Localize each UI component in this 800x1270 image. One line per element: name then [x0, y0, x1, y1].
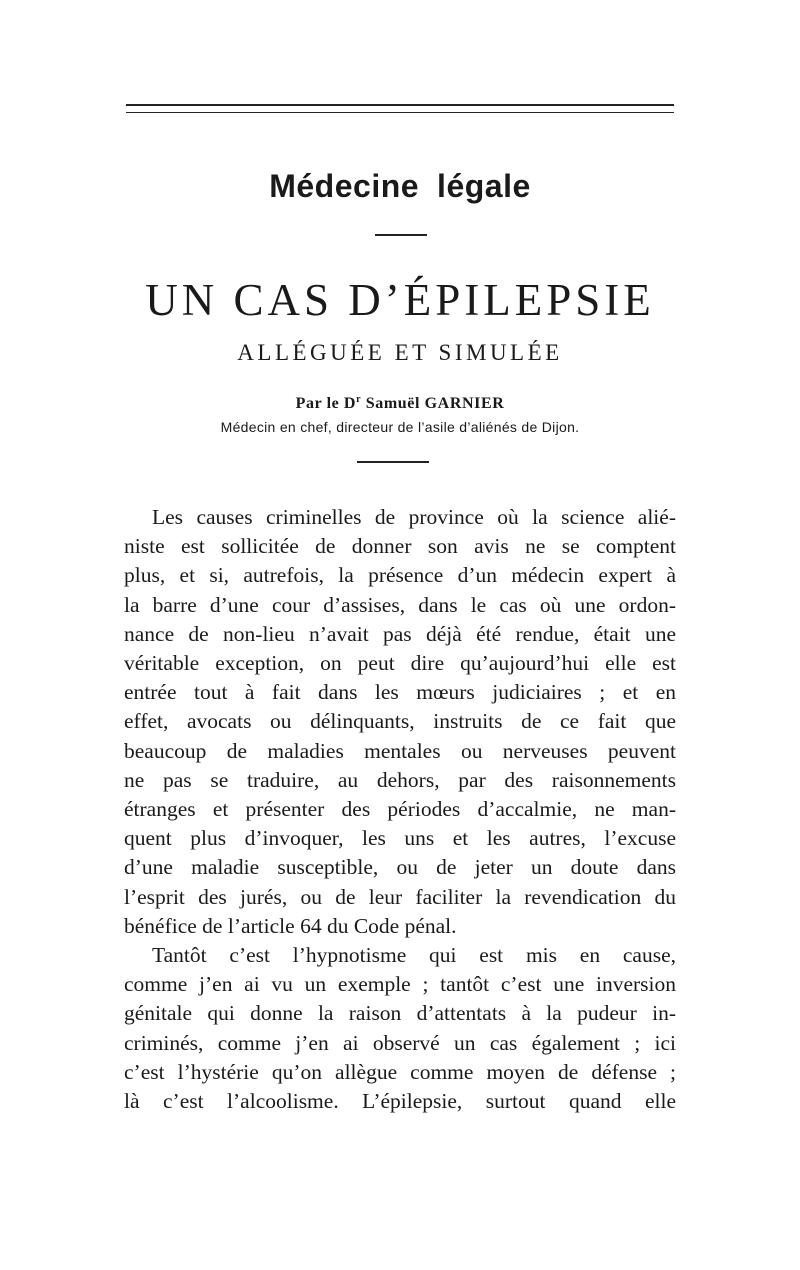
article-subtitle: ALLÉGUÉE ET SIMULÉE: [237, 340, 563, 365]
body-line: bénéfice de l’article 64 du Code pénal.: [124, 913, 457, 938]
body-line: d’une maladie susceptible, ou de jeter un doute dans: [124, 855, 676, 880]
byline-author: Samuël GARNIER: [365, 395, 505, 412]
body-line: Tantôt c’est l’hypnotisme qui est mis en cause,: [152, 943, 676, 968]
body-line: plus, et si, autrefois, la présence d’un médecin expert à: [124, 563, 676, 588]
section-title: [0, 168, 800, 205]
body-line: nance de non-lieu n’avait pas déjà été rendue, était une: [124, 621, 676, 646]
body-line: niste est sollicitée de donner son avis ne se comptent: [124, 534, 676, 559]
author-affiliation: Médecin en chef, directeur de l’asile d’aliénés de Dijon.: [220, 419, 580, 435]
body-line: étranges et présenter des périodes d’accalmie, ne man-: [124, 797, 676, 822]
author-byline: [0, 394, 800, 413]
article-title: UN CAS D’ÉPILEPSIE: [145, 275, 655, 325]
body-line: véritable exception, on peut dire qu’aujourd’hui elle est: [124, 651, 676, 676]
body-line: ne pas se traduire, au dehors, par des raisonnements: [124, 767, 676, 792]
body-line: génitale qui donne la raison d’attentats à la pudeur in-: [124, 1001, 676, 1026]
body-line: Les causes criminelles de province où la science alié-: [152, 505, 676, 529]
body-line: entrée tout à fait dans les mœurs judiciaires ; et en: [124, 680, 676, 705]
double-rule-top: [126, 104, 674, 113]
body-line: l’esprit des jurés, ou de leur faciliter la revendication du: [124, 884, 676, 909]
section-title-word-1: Médecine: [269, 168, 420, 204]
body-text: [124, 503, 676, 1116]
body-line: la barre d’une cour d’assises, dans le cas où une ordon-: [124, 592, 676, 617]
body-line: effet, avocats ou délinquants, instruits de ce fait que: [124, 709, 676, 734]
byline-prefix: Par le D: [295, 395, 357, 412]
body-line: c’est l’hystérie qu’on allègue comme moyen de défense ;: [124, 1059, 676, 1084]
body-line: là c’est l’alcoolisme. L’épilepsie, surtout quand elle: [124, 1089, 676, 1114]
body-line: comme j’en ai vu un exemple ; tantôt c’est une inversion: [124, 972, 676, 997]
body-line: beaucoup de maladies mentales ou nerveuses peuvent: [124, 738, 676, 763]
byline-superscript: r: [356, 394, 362, 405]
section-title-word-2: légale: [437, 168, 531, 204]
body-line: quent plus d’invoquer, les uns et les autres, l’excuse: [124, 826, 676, 851]
body-line: criminés, comme j’en ai observé un cas également ; ici: [124, 1030, 676, 1055]
divider-rule-1: [375, 234, 427, 236]
divider-rule-2: [357, 461, 429, 463]
